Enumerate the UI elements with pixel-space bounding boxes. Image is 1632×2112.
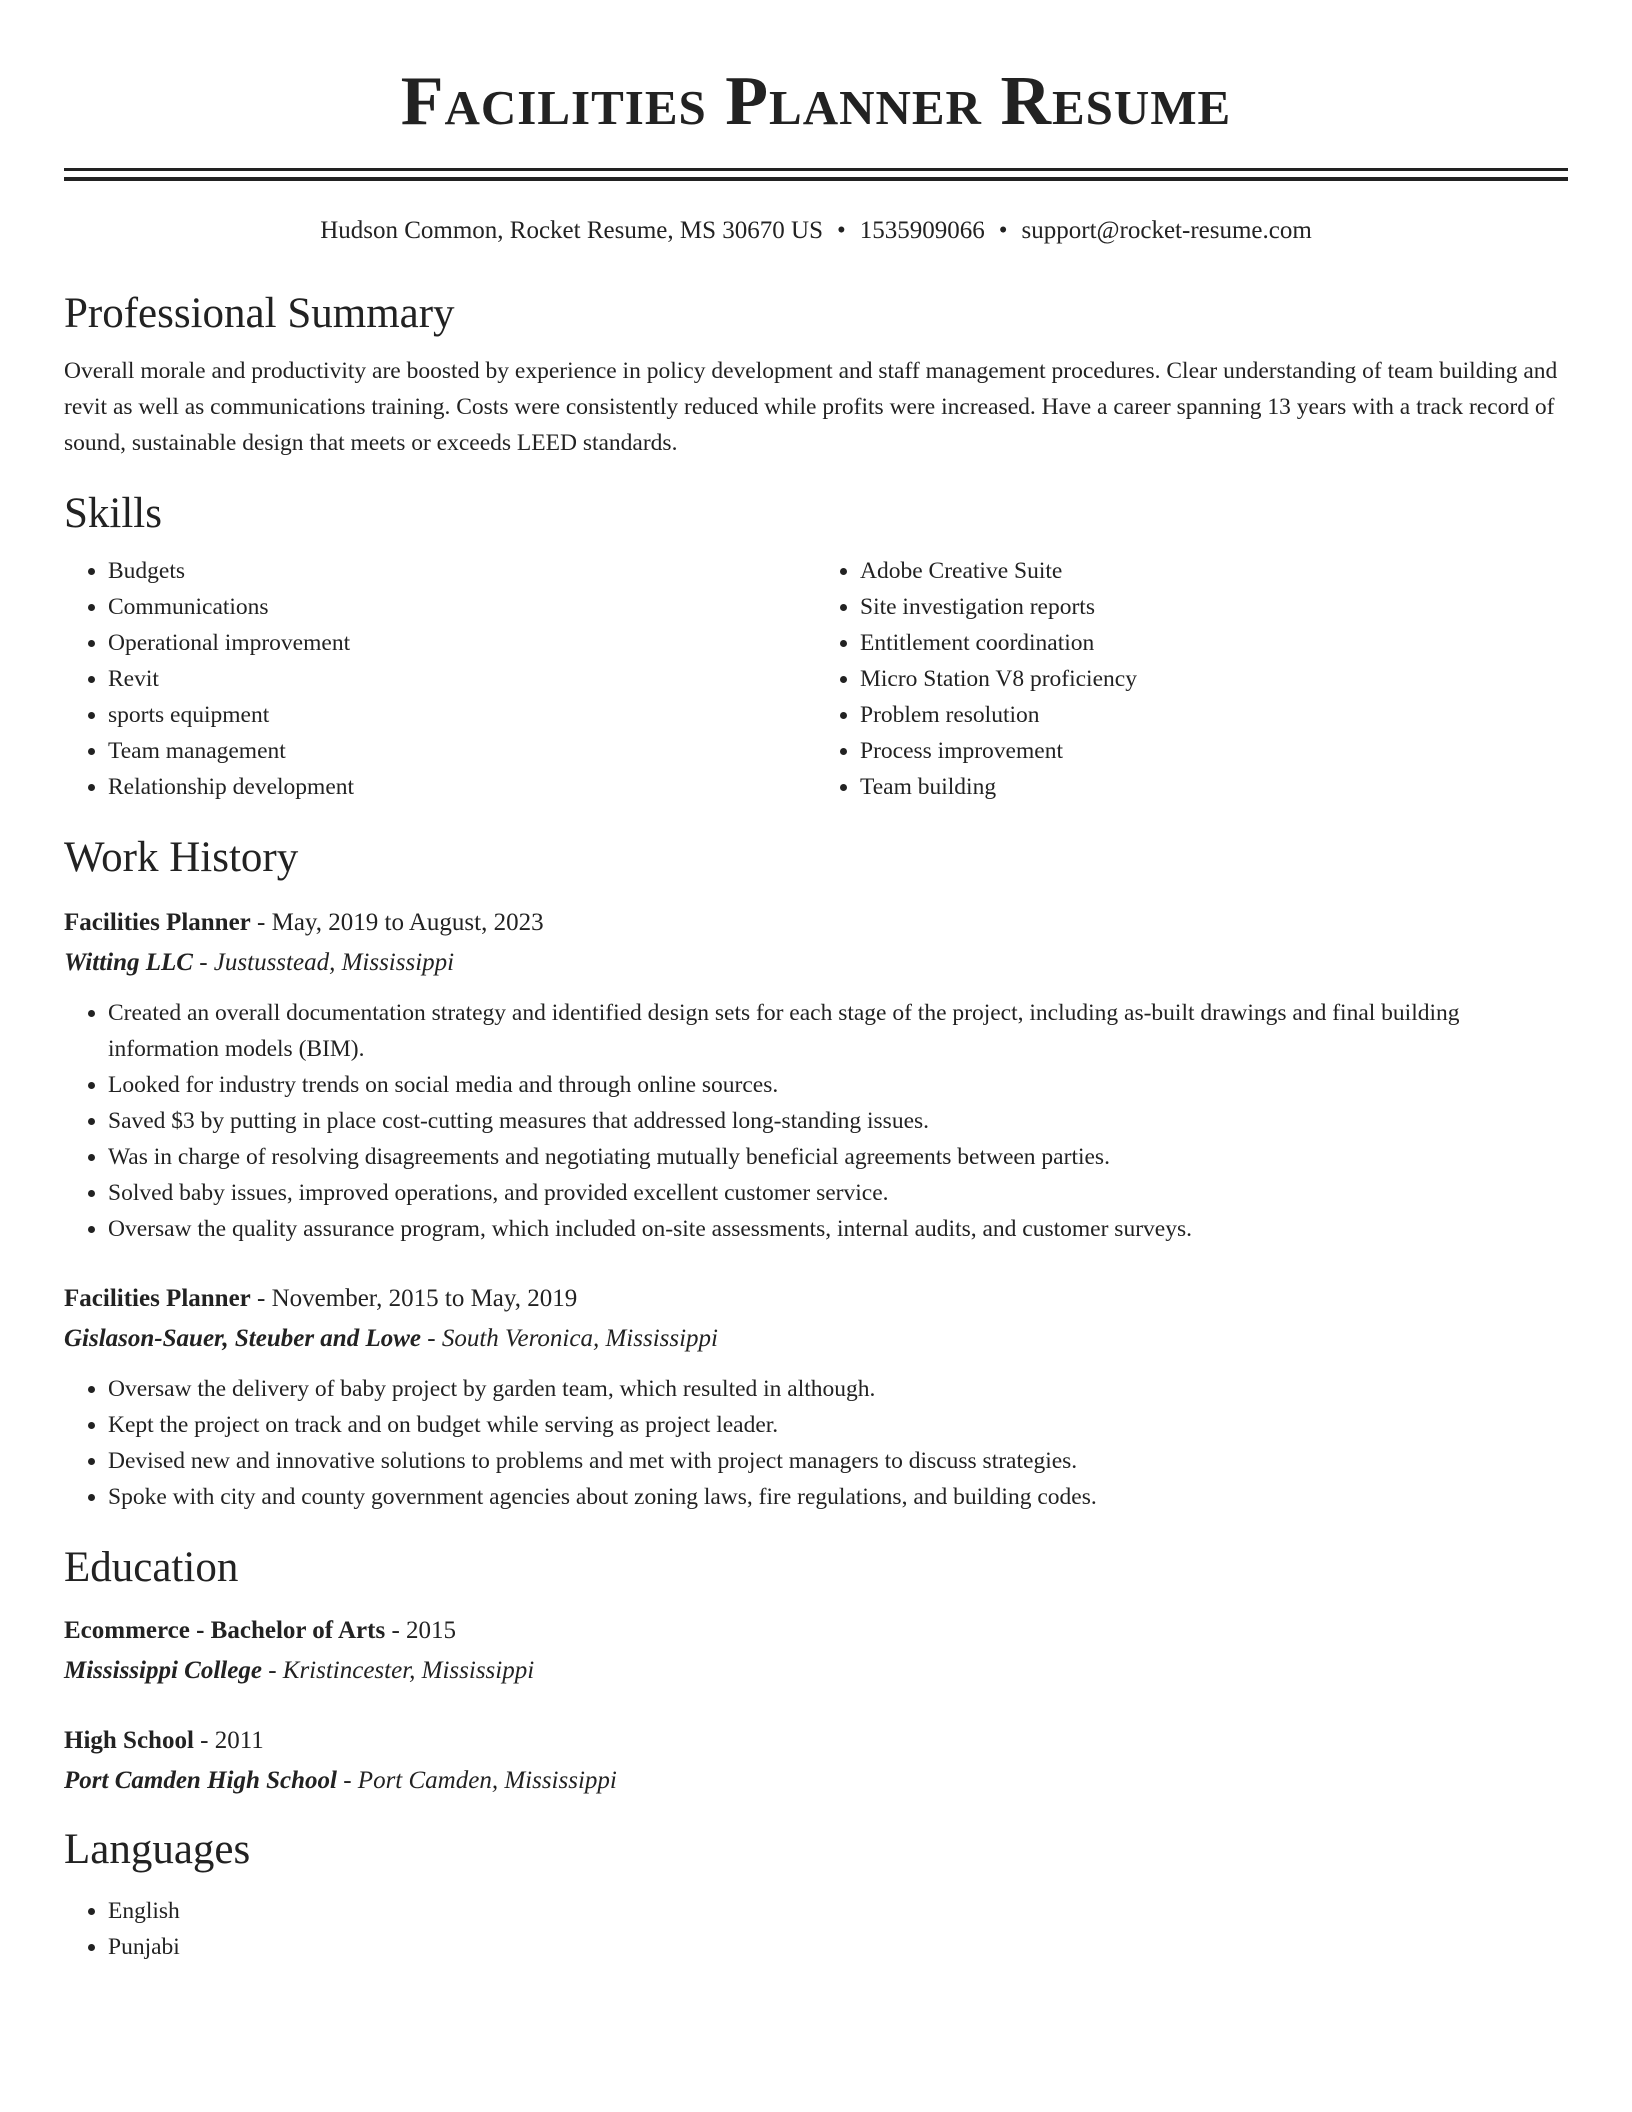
education-degree: High School [64, 1727, 194, 1754]
contact-line [64, 215, 1568, 247]
skill-item: • Entitlement coordination [860, 625, 1568, 661]
job-entry [64, 905, 1568, 1247]
job-bullet: • Looked for industry trends on social media and through online sources. [108, 1067, 1568, 1103]
education-entry [64, 1613, 1568, 1689]
job-title-line [64, 1281, 1568, 1317]
job-title-line [64, 905, 1568, 941]
job-dates: - May, 2019 to August, 2023 [250, 909, 544, 936]
skills-list-left [64, 553, 816, 805]
education-entry [64, 1723, 1568, 1799]
skill-item: • sports equipment [108, 697, 816, 733]
job-dates: - November, 2015 to May, 2019 [250, 1285, 578, 1312]
job-entry [64, 1281, 1568, 1515]
skill-item: • Micro Station V8 proficiency [860, 661, 1568, 697]
job-bullets [64, 995, 1568, 1247]
skill-item: • Operational improvement [108, 625, 816, 661]
education-school-line [64, 1763, 1568, 1799]
job-location: - Justusstead, Mississippi [192, 949, 455, 976]
education-degree-line [64, 1613, 1568, 1649]
job-company: Witting LLC [64, 949, 193, 976]
resume-title: Facilities Planner Resume [400, 63, 1232, 140]
job-title: Facilities Planner [64, 909, 251, 936]
education-degree-line [64, 1723, 1568, 1759]
job-bullet: • Oversaw the quality assurance program, which included on-site assessments, internal audits, and customer surveys. [108, 1211, 1568, 1247]
contact-address: Hudson Common, Rocket Resume, MS 30670 US [320, 217, 823, 244]
education-degree: Ecommerce - Bachelor of Arts [64, 1617, 386, 1644]
education-location: - Kristincester, Mississippi [261, 1657, 535, 1684]
skill-item: • Team management [108, 733, 816, 769]
job-bullet: • Oversaw the delivery of baby project by garden team, which resulted in although. [108, 1371, 1568, 1407]
work-history-heading: Work History [64, 834, 299, 881]
contact-email: support@rocket-resume.com [1021, 217, 1312, 244]
skill-item: • Process improvement [860, 733, 1568, 769]
education-year: - 2011 [193, 1727, 264, 1754]
job-bullet: • Created an overall documentation strategy and identified design sets for each stage of the project, including as-built drawings and final building information models (BIM). [108, 995, 1568, 1067]
education-school-line [64, 1653, 1568, 1689]
job-company: Gislason-Sauer, Steuber and Lowe [64, 1325, 422, 1352]
summary-heading: Professional Summary [64, 290, 455, 337]
education-location: - Port Camden, Mississippi [336, 1767, 617, 1794]
education-school: Mississippi College [64, 1657, 262, 1684]
education-school: Port Camden High School [64, 1767, 337, 1794]
title-rule-bottom [64, 177, 1568, 181]
job-bullet: • Devised new and innovative solutions to problems and met with project managers to discuss strategies. [108, 1443, 1568, 1479]
job-bullets [64, 1371, 1568, 1515]
language-item: • Punjabi [108, 1929, 1568, 1965]
skills-list-right [816, 553, 1568, 805]
contact-separator: • [998, 217, 1008, 244]
skill-item: • Adobe Creative Suite [860, 553, 1568, 589]
education-year: - 2015 [385, 1617, 457, 1644]
summary-text: Overall morale and productivity are boosted by experience in policy development and staff management procedures. Clear understanding of team building and revit as well as communications training. Costs were consistently reduced while profits were increased. Have a career spanning 13 years with a track record of sound, sustainable design that meets or exceeds LEED standards. [64, 358, 1558, 456]
skill-item: • Team building [860, 769, 1568, 805]
title-rule-top [64, 168, 1568, 171]
skill-item: • Communications [108, 589, 816, 625]
job-location: - South Veronica, Mississippi [421, 1325, 719, 1352]
job-bullet: • Saved $3 by putting in place cost-cutting measures that addressed long-standing issues. [108, 1103, 1568, 1139]
skill-item: • Problem resolution [860, 697, 1568, 733]
job-title: Facilities Planner [64, 1285, 251, 1312]
contact-phone: 1535909066 [859, 217, 985, 244]
skill-item: • Revit [108, 661, 816, 697]
language-item: • English [108, 1893, 1568, 1929]
job-bullet: • Spoke with city and county government agencies about zoning laws, fire regulations, and building codes. [108, 1479, 1568, 1515]
skill-item: • Site investigation reports [860, 589, 1568, 625]
job-company-line [64, 945, 1568, 981]
job-bullet: • Was in charge of resolving disagreements and negotiating mutually beneficial agreements between parties. [108, 1139, 1568, 1175]
job-bullet: • Kept the project on track and on budget while serving as project leader. [108, 1407, 1568, 1443]
job-company-line [64, 1321, 1568, 1357]
languages-heading: Languages [64, 1826, 251, 1873]
skills-columns [64, 553, 1568, 805]
skill-item: • Relationship development [108, 769, 816, 805]
skills-heading: Skills [64, 490, 162, 537]
skill-item: • Budgets [108, 553, 816, 589]
job-bullet: • Solved baby issues, improved operations, and provided excellent customer service. [108, 1175, 1568, 1211]
languages-list [64, 1893, 1568, 1965]
education-heading: Education [64, 1544, 239, 1591]
contact-separator: • [836, 217, 846, 244]
